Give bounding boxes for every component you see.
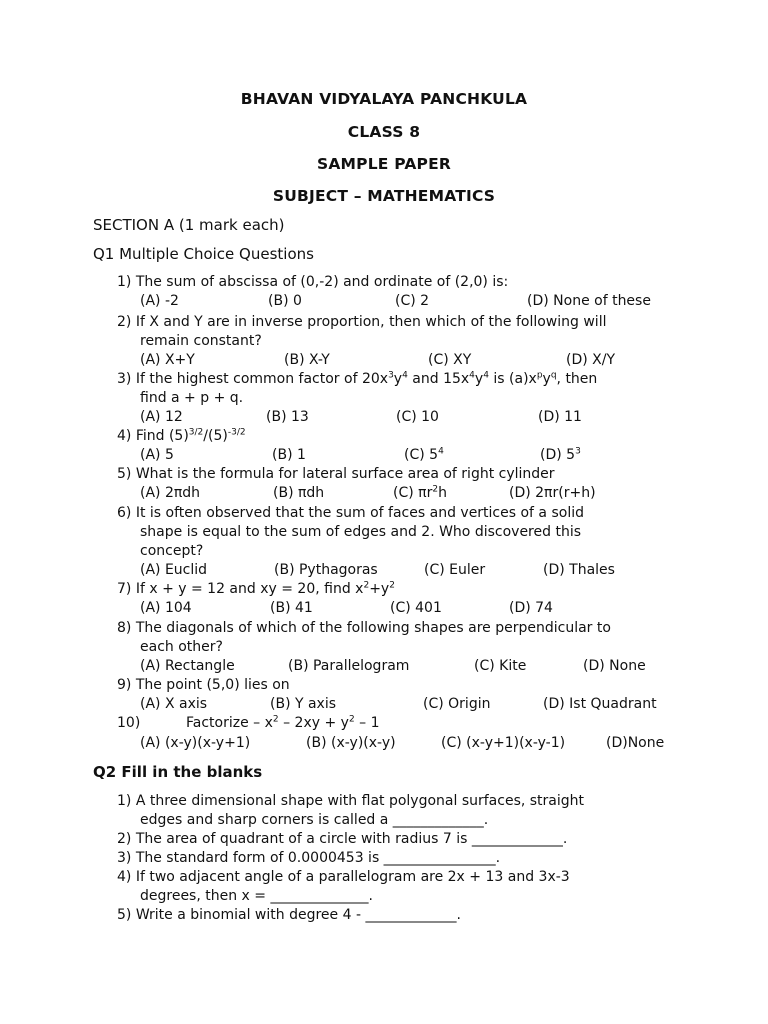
mcq-5-option-c: (C) $\pi r^2h$ [393,484,447,501]
mcq-10-option-d: (D)None [606,735,665,751]
mcq-4-option-b: (B) 1 [272,447,306,463]
mcq-6-question-cont2: concept? [140,543,204,559]
mcq-9-question: 9) The point (5,0) lies on [117,677,290,693]
mcq-9-option-a: (A) X axis [140,696,208,712]
mcq-8-question-cont: each other? [140,639,223,655]
mcq-10-option-a: (A) (x-y)(x-y+1) [140,735,251,751]
mcq-6-question-cont: shape is equal to the sum of edges and 2. Who discovered this [140,524,581,540]
mcq-2-question: 2) If X and Y are in inverse proportion, then which of the following will [117,314,607,330]
mcq-8-option-b: (B) Parallelogram [288,658,410,674]
mcq-3-option-b: (B) 13 [266,409,309,425]
mcq-9-option-d: (D) Ist Quadrant [543,696,657,712]
mcq-9-option-c: (C) Origin [423,696,491,712]
mcq-3-question-cont: find a + p + q. [140,390,244,406]
mcq-8-option-d: (D) None [583,658,646,674]
mcq-5-question: 5) What is the formula for lateral surface area of right cylinder [117,466,555,482]
mcq-1-option-d: (D) None of these [527,293,651,309]
fill-2-question: 2) The area of quadrant of a circle with radius 7 is _____________. [117,831,568,847]
mcq-10-question: Factorize – $x^2 - 2xy + y^2 - 1$ [186,714,380,731]
subject-title: SUBJECT – MATHEMATICS [272,187,496,205]
mcq-1-question: 1) The sum of abscissa of (0,-2) and ordinate of (2,0) is: [117,274,509,290]
mcq-7-option-c: (C) 401 [390,600,442,616]
q1-title: Q1 Multiple Choice Questions [93,245,314,263]
mcq-1-option-a: (A) -2 [140,293,179,309]
mcq-8-option-c: (C) Kite [474,658,527,674]
mcq-5-option-b: (B) πdh [273,485,325,501]
class-title: CLASS 8 [347,123,421,141]
school-name: BHAVAN VIDYALAYA PANCHKULA [240,90,528,108]
mcq-3-option-a: (A) 12 [140,409,183,425]
mcq-7-option-b: (B) 41 [270,600,313,616]
fill-1-question-cont: edges and sharp corners is called a _____________. [140,812,489,828]
mcq-5-option-d: (D) 2πr(r+h) [509,485,596,501]
mcq-2-option-d: (D) X/Y [566,352,616,368]
mcq-1-option-b: (B) 0 [268,293,302,309]
mcq-4-question: 4) Find $(5)^{3/2}/(5)^{-3/2}$ [117,427,246,444]
mcq-3-question: 3) If the highest common factor of $20x^3y^4$ and $15x^4y^4$ is $(a)x^py^q$, then [117,370,598,387]
fill-4-question-cont: degrees, then x = ______________. [140,888,373,904]
section-a-title: SECTION A (1 mark each) [93,216,285,234]
mcq-8-question: 8) The diagonals of which of the following shapes are perpendicular to [117,620,611,636]
mcq-7-question: 7) If x + y = 12 and xy = 20, find $x^2+y^2$ [117,580,395,597]
mcq-2-option-c: (C) XY [428,352,472,368]
mcq-7-option-d: (D) 74 [509,600,553,616]
mcq-4-option-c: (C) $5^4$ [404,446,444,463]
mcq-6-option-a: (A) Euclid [140,562,208,578]
mcq-4-option-a: (A) 5 [140,447,174,463]
mcq-10-option-c: (C) (x-y+1)(x-y-1) [441,735,566,751]
mcq-8-option-a: (A) Rectangle [140,658,235,674]
fill-4-question: 4) If two adjacent angle of a parallelogram are 2x + 13 and 3x-3 [117,869,570,885]
mcq-5-option-a: (A) 2πdh [140,485,201,501]
mcq-6-option-b: (B) Pythagoras [274,562,378,578]
paper-type: SAMPLE PAPER [316,155,452,173]
fill-3-question: 3) The standard form of 0.0000453 is ________________. [117,850,501,866]
mcq-1-option-c: (C) 2 [395,293,430,309]
mcq-2-question-cont: remain constant? [140,333,262,349]
q2-title: Q2 Fill in the blanks [93,763,263,781]
mcq-6-question: 6) It is often observed that the sum of faces and vertices of a solid [117,505,584,521]
mcq-7-option-a: (A) 104 [140,600,192,616]
mcq-2-option-a: (A) X+Y [140,352,195,368]
mcq-3-option-c: (C) 10 [396,409,439,425]
mcq-10-option-b: (B) (x-y)(x-y) [306,735,396,751]
mcq-3-option-d: (D) 11 [538,409,582,425]
fill-1-question: 1) A three dimensional shape with flat polygonal surfaces, straight [117,793,585,809]
mcq-10-number: 10) [117,715,141,731]
mcq-6-option-c: (C) Euler [424,562,486,578]
fill-5-question: 5) Write a binomial with degree 4 - _____________. [117,907,461,923]
mcq-9-option-b: (B) Y axis [270,696,337,712]
mcq-2-option-b: (B) X-Y [284,352,330,368]
mcq-4-option-d: (D) $5^3$ [540,446,581,463]
mcq-6-option-d: (D) Thales [543,562,615,578]
